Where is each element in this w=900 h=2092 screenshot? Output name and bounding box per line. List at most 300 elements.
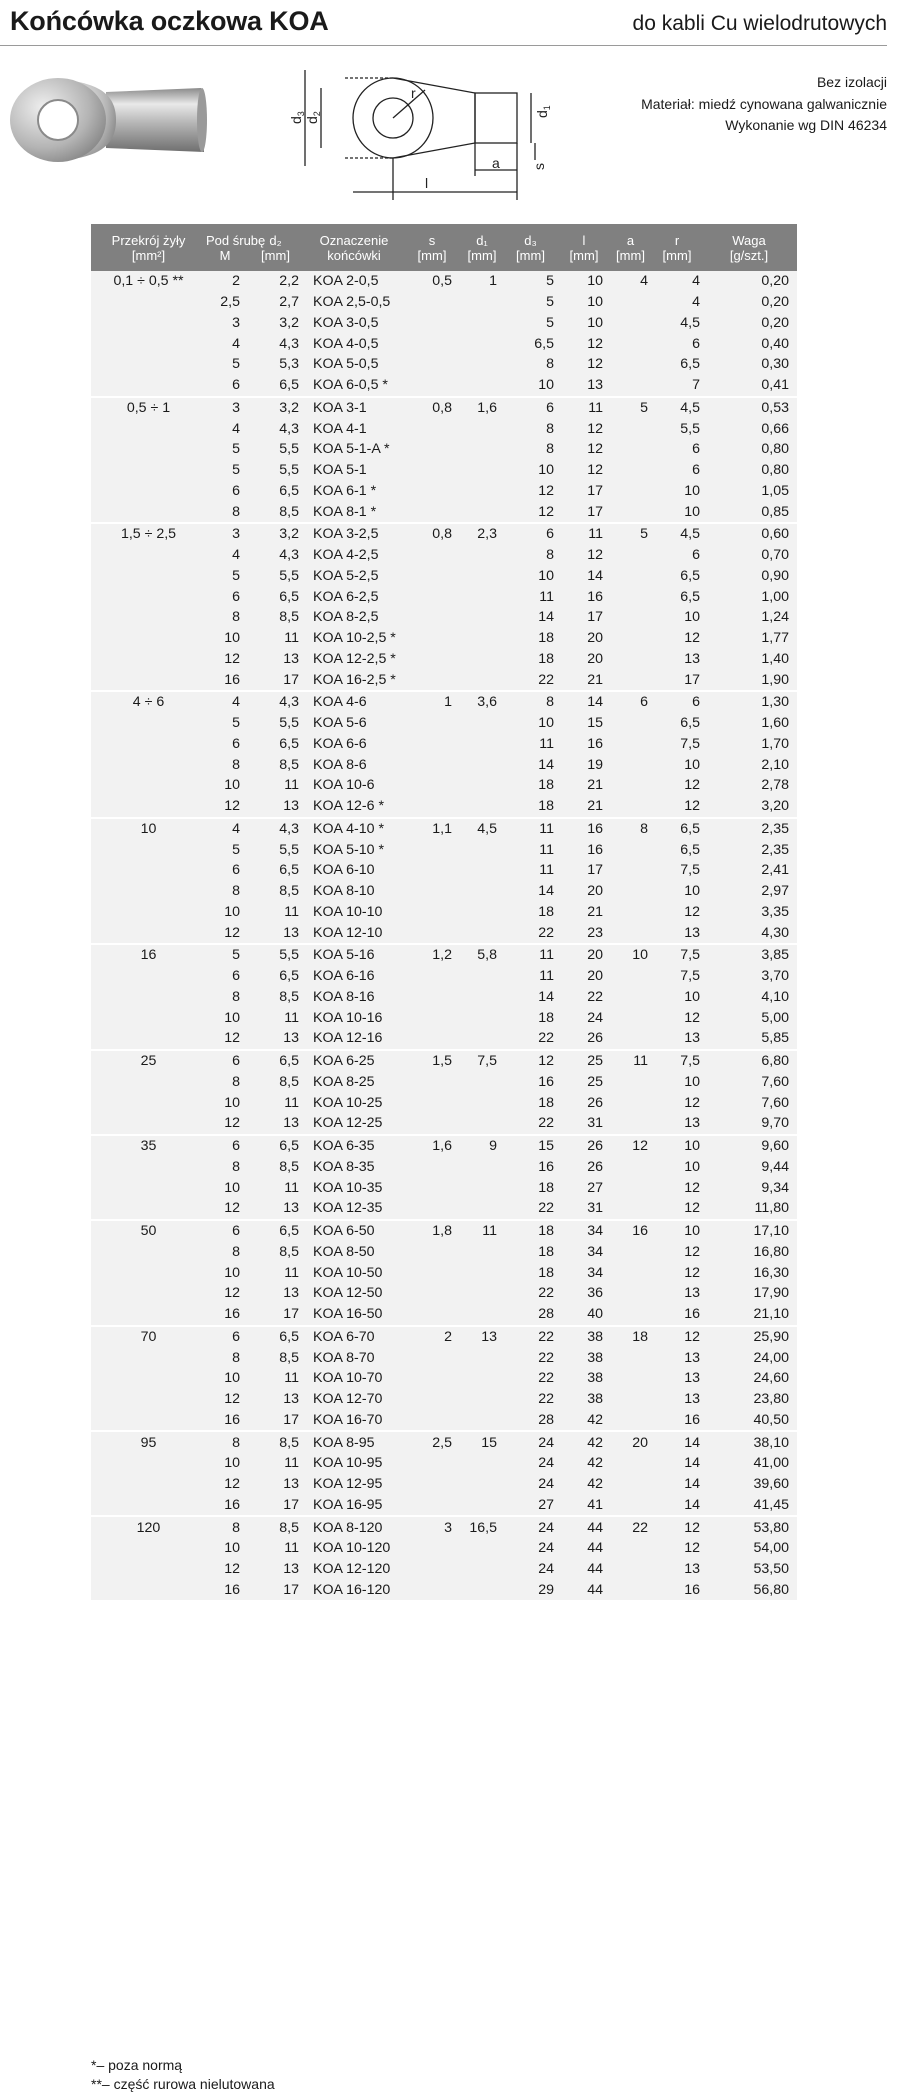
cell-name: KOA 4-1	[313, 420, 367, 437]
header-d3	[501, 224, 560, 271]
table-row	[91, 292, 797, 313]
cell-name: KOA 6-70	[313, 1328, 375, 1345]
cell-weight: 1,00	[761, 588, 789, 605]
cell-screw: 16	[224, 1306, 240, 1323]
cell-section: 50	[140, 1223, 157, 1240]
cell-name: KOA 3-2,5	[313, 526, 379, 543]
spec-material: Materiał: miedź cynowana galwanicznie	[641, 95, 887, 112]
cell-d3: 6,5	[534, 335, 554, 352]
cell-r: 7,5	[680, 968, 700, 985]
cell-r: 4,5	[680, 526, 700, 543]
cell-r: 12	[684, 903, 700, 920]
cell-r: 6,5	[680, 715, 700, 732]
cell-d3: 18	[538, 777, 554, 794]
table-group	[91, 271, 797, 396]
cell-name: KOA 8-120	[313, 1519, 383, 1536]
dim-s: s	[531, 163, 547, 170]
cell-screw: 3	[232, 314, 240, 331]
table-row	[91, 922, 797, 943]
cell-l: 14	[587, 567, 603, 584]
cell-l: 17	[587, 862, 603, 879]
cell-d2: 6,5	[279, 968, 299, 985]
cell-d2: 4,3	[279, 547, 299, 564]
cell-d3: 12	[538, 1053, 554, 1070]
cell-d2: 11	[284, 1540, 299, 1557]
cell-d3: 5	[546, 273, 554, 290]
header-d1-label: d₁	[476, 232, 488, 248]
cell-r: 12	[684, 1009, 700, 1026]
cell-weight: 2,97	[761, 883, 789, 900]
cell-weight: 2,10	[761, 756, 789, 773]
cell-screw: 8	[232, 1243, 240, 1260]
cell-weight: 9,70	[761, 1115, 789, 1132]
cell-d3: 14	[538, 988, 554, 1005]
cell-r: 13	[684, 1561, 700, 1578]
table-row	[91, 1157, 797, 1178]
cell-r: 6	[692, 462, 700, 479]
cell-d3: 22	[538, 924, 554, 941]
cell-d2: 6,5	[279, 1328, 299, 1345]
cell-a: 5	[640, 399, 648, 416]
cell-screw: 8	[232, 1073, 240, 1090]
table-row	[91, 1580, 797, 1601]
cell-weight: 4,10	[761, 988, 789, 1005]
cell-weight: 24,00	[753, 1349, 789, 1366]
header-s	[401, 224, 463, 271]
cell-screw: 5	[232, 715, 240, 732]
table-row	[91, 1262, 797, 1283]
table-row	[91, 860, 797, 881]
cell-screw: 2,5	[220, 294, 240, 311]
header-d1-unit: [mm]	[467, 247, 497, 263]
cell-screw: 10	[224, 777, 240, 794]
cell-r: 13	[684, 650, 700, 667]
cell-r: 16	[684, 1306, 700, 1323]
table-row	[91, 1221, 797, 1242]
cell-r: 13	[684, 1349, 700, 1366]
cell-d3: 24	[538, 1519, 554, 1536]
cell-l: 34	[587, 1223, 603, 1240]
table-row	[91, 333, 797, 354]
cell-r: 12	[684, 1243, 700, 1260]
cell-r: 13	[684, 1030, 700, 1047]
cell-d2: 13	[283, 650, 299, 667]
table-row	[91, 1242, 797, 1263]
cell-r: 4,5	[680, 314, 700, 331]
cell-name: KOA 6-10	[313, 862, 375, 879]
header-l	[560, 224, 608, 271]
cell-d1: 4,5	[477, 820, 497, 837]
cell-s: 0,8	[432, 526, 452, 543]
table-group	[91, 1134, 797, 1219]
cell-d1: 1,6	[477, 399, 497, 416]
table-row	[91, 1368, 797, 1389]
cell-screw: 5	[232, 841, 240, 858]
cell-d3: 22	[538, 1285, 554, 1302]
cell-d2: 4,3	[279, 694, 299, 711]
cell-d2: 5,5	[279, 441, 299, 458]
cell-section: 4 ÷ 6	[132, 694, 165, 711]
dim-r: r	[411, 85, 416, 101]
cell-d3: 5	[546, 294, 554, 311]
cell-r: 14	[684, 1476, 700, 1493]
cell-l: 26	[587, 1030, 603, 1047]
cell-l: 19	[587, 756, 603, 773]
cell-weight: 1,05	[761, 482, 789, 499]
cell-d3: 29	[538, 1581, 554, 1598]
cell-r: 12	[684, 630, 700, 647]
cell-l: 17	[587, 609, 603, 626]
footnote-tube-unsoldered: **– część rurowa nielutowana	[91, 2076, 275, 2092]
cell-screw: 10	[224, 1264, 240, 1281]
cell-section: 25	[140, 1053, 157, 1070]
cell-d2: 17	[283, 1581, 299, 1598]
table-row	[91, 545, 797, 566]
header-name	[307, 224, 401, 271]
cell-r: 6	[692, 694, 700, 711]
cell-name: KOA 8-1 *	[313, 503, 377, 520]
cell-d3: 18	[538, 1009, 554, 1026]
cell-r: 17	[684, 671, 700, 688]
cell-d2: 11	[284, 1094, 299, 1111]
cell-name: KOA 12-6 *	[313, 798, 384, 815]
cell-screw: 4	[232, 547, 240, 564]
cell-l: 23	[587, 924, 603, 941]
table-row	[91, 566, 797, 587]
cell-a: 5	[640, 526, 648, 543]
cell-d3: 12	[538, 503, 554, 520]
cell-name: KOA 8-10	[313, 883, 375, 900]
cell-section: 120	[136, 1519, 161, 1536]
cell-screw: 10	[224, 1179, 240, 1196]
table-row	[91, 1304, 797, 1325]
dim-d2: $d_2$	[304, 111, 322, 124]
cell-weight: 6,80	[761, 1053, 789, 1070]
cell-d3: 28	[538, 1306, 554, 1323]
cell-weight: 38,10	[753, 1434, 789, 1451]
cell-l: 26	[587, 1138, 603, 1155]
cell-name: KOA 8-16	[313, 988, 375, 1005]
cell-weight: 1,24	[761, 609, 789, 626]
table-row	[91, 1538, 797, 1559]
cell-l: 21	[587, 903, 603, 920]
cell-d3: 27	[538, 1496, 554, 1513]
cell-r: 6,5	[680, 567, 700, 584]
cell-l: 31	[587, 1115, 603, 1132]
cell-name: KOA 6-1 *	[313, 482, 377, 499]
cell-d2: 8,5	[279, 1519, 299, 1536]
cell-weight: 0,85	[761, 503, 789, 520]
cell-name: KOA 8-95	[313, 1434, 375, 1451]
cell-d2: 13	[283, 798, 299, 815]
cell-name: KOA 12-95	[313, 1476, 383, 1493]
spec-block	[641, 72, 887, 137]
cell-name: KOA 6-16	[313, 968, 375, 985]
cell-name: KOA 12-25	[313, 1115, 383, 1132]
cell-name: KOA 8-35	[313, 1158, 375, 1175]
table-row	[91, 501, 797, 522]
table-header	[91, 224, 797, 271]
cell-a: 18	[632, 1328, 648, 1345]
cell-weight: 5,00	[761, 1009, 789, 1026]
header-d3-label: d₃	[524, 232, 537, 248]
cell-weight: 0,80	[761, 462, 789, 479]
cell-d2: 5,5	[279, 715, 299, 732]
cell-l: 27	[587, 1179, 603, 1196]
table-row	[91, 734, 797, 755]
cell-d2: 17	[283, 671, 299, 688]
header-r-label: r	[674, 232, 680, 248]
table-row	[91, 945, 797, 966]
cell-d3: 24	[538, 1476, 554, 1493]
cell-l: 15	[587, 715, 603, 732]
cell-weight: 0,20	[761, 294, 789, 311]
table-row	[91, 649, 797, 670]
cell-weight: 0,40	[761, 335, 789, 352]
cell-screw: 5	[232, 462, 240, 479]
cell-d2: 6,5	[279, 482, 299, 499]
cell-screw: 5	[232, 356, 240, 373]
cell-d2: 5,5	[279, 947, 299, 964]
cell-screw: 12	[224, 1391, 240, 1408]
cell-screw: 6	[232, 588, 240, 605]
cell-section: 10	[140, 820, 157, 837]
table-row	[91, 839, 797, 860]
table-group	[91, 1515, 797, 1600]
cell-r: 12	[684, 1519, 700, 1536]
cell-d2: 11	[284, 1264, 299, 1281]
cell-screw: 12	[224, 1200, 240, 1217]
cell-l: 16	[587, 588, 603, 605]
cell-weight: 1,70	[761, 735, 789, 752]
cell-r: 14	[684, 1434, 700, 1451]
cell-d2: 2,7	[279, 294, 299, 311]
cell-d1: 5,8	[477, 947, 497, 964]
table-row	[91, 1517, 797, 1538]
cell-weight: 0,80	[761, 441, 789, 458]
cell-name: KOA 3-1	[313, 399, 367, 416]
cell-name: KOA 12-50	[313, 1285, 383, 1302]
cell-screw: 10	[224, 1009, 240, 1026]
header-d2-label: d₂	[269, 232, 282, 248]
cell-name: KOA 10-120	[313, 1540, 391, 1557]
table-row	[91, 1410, 797, 1431]
cell-l: 26	[587, 1158, 603, 1175]
cell-d3: 16	[538, 1158, 554, 1175]
cell-d3: 18	[538, 1264, 554, 1281]
header-name-unit: końcówki	[327, 247, 381, 263]
cell-name: KOA 4-10 *	[313, 820, 384, 837]
cell-d3: 18	[538, 1179, 554, 1196]
cell-l: 40	[587, 1306, 603, 1323]
header-s-unit: [mm]	[417, 247, 447, 263]
cell-d3: 18	[538, 903, 554, 920]
cell-d2: 17	[283, 1411, 299, 1428]
table-row	[91, 628, 797, 649]
cell-d3: 11	[539, 735, 554, 752]
table-row	[91, 1051, 797, 1072]
table-row	[91, 524, 797, 545]
cell-screw: 6	[232, 862, 240, 879]
cell-d3: 18	[538, 630, 554, 647]
dim-d1: $d_1$	[534, 105, 552, 118]
cell-d1: 3,6	[477, 694, 497, 711]
header-screw-unit: M	[219, 247, 231, 263]
cell-d3: 28	[538, 1411, 554, 1428]
cell-d1: 13	[481, 1328, 497, 1345]
cell-r: 16	[684, 1411, 700, 1428]
cell-r: 14	[684, 1496, 700, 1513]
table-row	[91, 881, 797, 902]
cell-l: 44	[587, 1581, 603, 1598]
cell-screw: 12	[224, 798, 240, 815]
table-row	[91, 313, 797, 334]
cell-r: 5,5	[680, 420, 700, 437]
cell-screw: 6	[232, 968, 240, 985]
cell-weight: 1,30	[761, 694, 789, 711]
cell-name: KOA 5-1	[313, 462, 367, 479]
cell-d2: 6,5	[279, 735, 299, 752]
cell-name: KOA 6-0,5 *	[313, 377, 388, 394]
cell-screw: 10	[224, 1094, 240, 1111]
cell-screw: 6	[232, 1138, 240, 1155]
cell-weight: 0,20	[761, 273, 789, 290]
cell-d3: 8	[546, 547, 554, 564]
cell-r: 10	[684, 883, 700, 900]
cell-name: KOA 6-50	[313, 1223, 375, 1240]
cell-weight: 5,85	[761, 1030, 789, 1047]
cell-r: 10	[684, 609, 700, 626]
dim-a: a	[492, 155, 500, 171]
cell-name: KOA 4-2,5	[313, 547, 379, 564]
cell-d3: 8	[546, 694, 554, 711]
cell-d3: 14	[538, 756, 554, 773]
cell-s: 1,6	[432, 1138, 452, 1155]
cell-screw: 16	[224, 1581, 240, 1598]
header-section-unit: [mm²]	[131, 247, 166, 263]
cell-s: 0,5	[432, 273, 452, 290]
cell-l: 16	[587, 820, 603, 837]
cell-a: 16	[632, 1223, 648, 1240]
table-row	[91, 754, 797, 775]
cell-weight: 39,60	[753, 1476, 789, 1493]
cell-d2: 11	[284, 1179, 299, 1196]
table-row	[91, 1432, 797, 1453]
table-group	[91, 817, 797, 944]
cell-r: 14	[684, 1455, 700, 1472]
cell-weight: 41,00	[753, 1455, 789, 1472]
table-row	[91, 375, 797, 396]
table-row	[91, 271, 797, 292]
cell-d3: 22	[538, 1328, 554, 1345]
cell-l: 12	[587, 462, 603, 479]
cell-d3: 22	[538, 1115, 554, 1132]
dim-d2-sub: 2	[312, 111, 322, 117]
cell-name: KOA 10-10	[313, 903, 383, 920]
table-row	[91, 1474, 797, 1495]
cell-d2: 6,5	[279, 1053, 299, 1070]
cell-screw: 8	[232, 1349, 240, 1366]
cell-d3: 10	[538, 715, 554, 732]
cell-l: 34	[587, 1243, 603, 1260]
cell-section: 1,5 ÷ 2,5	[120, 526, 177, 543]
cell-d2: 13	[283, 924, 299, 941]
table-row	[91, 1177, 797, 1198]
cell-weight: 0,66	[761, 420, 789, 437]
dim-d3-sub: 3	[296, 111, 306, 117]
cell-weight: 17,90	[753, 1285, 789, 1302]
table-row	[91, 398, 797, 419]
cell-weight: 17,10	[753, 1223, 789, 1240]
cell-weight: 9,44	[761, 1158, 789, 1175]
table-row	[91, 775, 797, 796]
cell-s: 1,2	[432, 947, 452, 964]
cell-screw: 5	[232, 441, 240, 458]
cell-l: 12	[587, 547, 603, 564]
cell-d2: 5,5	[279, 462, 299, 479]
table-group	[91, 522, 797, 690]
cell-weight: 24,60	[753, 1370, 789, 1387]
cell-weight: 3,85	[761, 947, 789, 964]
cell-weight: 23,80	[753, 1391, 789, 1408]
cell-r: 10	[684, 1158, 700, 1175]
table-row	[91, 586, 797, 607]
cell-d2: 11	[284, 630, 299, 647]
cell-name: KOA 10-16	[313, 1009, 383, 1026]
cell-weight: 11,80	[754, 1200, 789, 1217]
cell-name: KOA 6-2,5	[313, 588, 379, 605]
cell-r: 4	[692, 294, 700, 311]
cell-d3: 18	[538, 650, 554, 667]
cell-name: KOA 5-2,5	[313, 567, 379, 584]
cell-screw: 10	[224, 1370, 240, 1387]
cell-weight: 56,80	[753, 1581, 789, 1598]
cell-screw: 8	[232, 988, 240, 1005]
table-row	[91, 1136, 797, 1157]
cell-d1: 11	[482, 1223, 497, 1240]
cell-l: 42	[587, 1455, 603, 1472]
cell-s: 1,1	[432, 820, 452, 837]
cell-name: KOA 10-35	[313, 1179, 383, 1196]
table-group	[91, 943, 797, 1049]
header-s-label: s	[428, 232, 436, 248]
header-w	[701, 224, 797, 271]
header-d2	[244, 224, 307, 271]
cell-s: 1,5	[432, 1053, 452, 1070]
cell-r: 12	[684, 1264, 700, 1281]
cell-r: 7	[692, 377, 700, 394]
cell-l: 12	[587, 356, 603, 373]
cell-l: 20	[587, 650, 603, 667]
cell-name: KOA 12-2,5 *	[313, 650, 396, 667]
table-row	[91, 1327, 797, 1348]
cell-d2: 4,3	[279, 820, 299, 837]
cell-name: KOA 10-2,5 *	[313, 630, 396, 647]
header-screw-label: Pod śrubę	[206, 232, 266, 248]
cell-l: 10	[587, 314, 603, 331]
cell-screw: 12	[224, 1115, 240, 1132]
dim-d1-sub: 1	[542, 105, 552, 111]
table-row	[91, 460, 797, 481]
cell-d3: 18	[538, 1094, 554, 1111]
cell-screw: 4	[232, 335, 240, 352]
cell-l: 34	[587, 1264, 603, 1281]
cell-screw: 6	[232, 482, 240, 499]
table-row	[91, 796, 797, 817]
cell-d3: 22	[538, 1030, 554, 1047]
cell-weight: 0,41	[761, 377, 789, 394]
cell-screw: 16	[224, 1411, 240, 1428]
